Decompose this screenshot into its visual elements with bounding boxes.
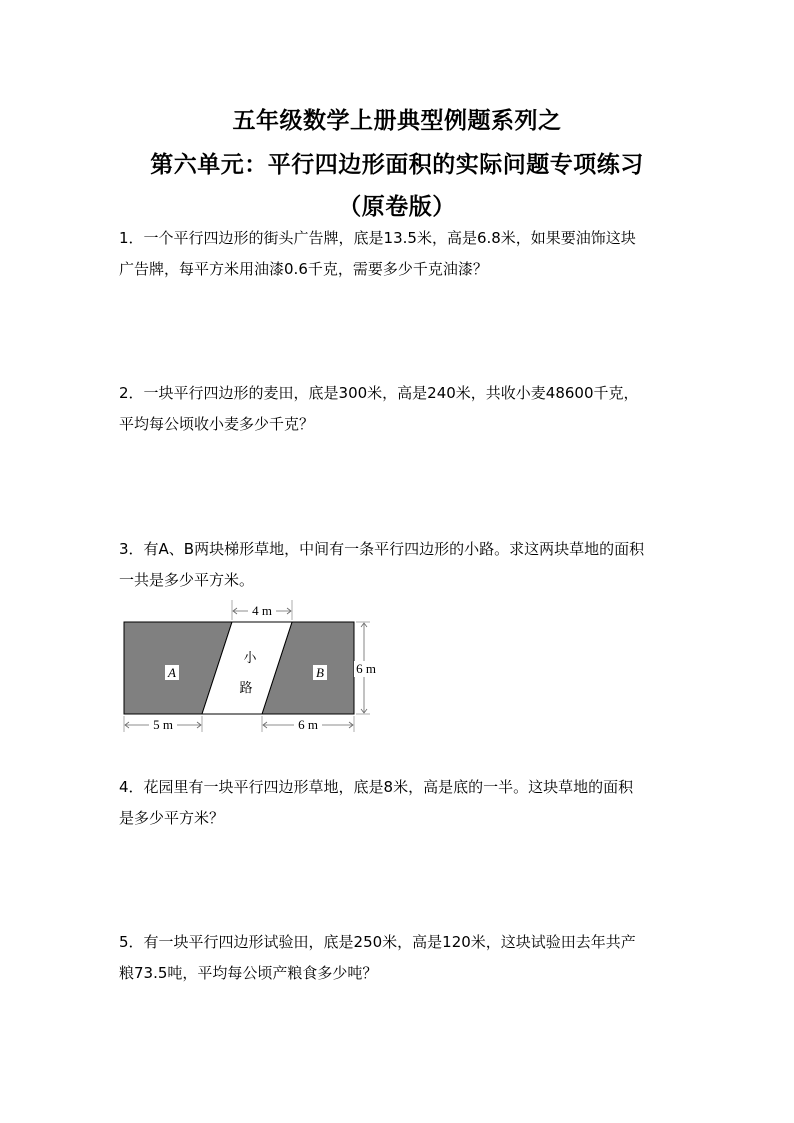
bottom-right-dimension-label: 6 m [298,717,318,732]
question-2-line-1: 2．一块平行四边形的麦田，底是300米，高是240米，共收小麦48600千克， [119,384,639,402]
question-5-line-2: 粮73.5吨，平均每公顷产粮食多少吨？ [119,964,378,982]
bottom-left-dimension-label: 5 m [153,717,173,732]
lawn-a-label: A [168,665,176,680]
question-1-line-2: 广告牌，每平方米用油漆0.6千克，需要多少千克油漆？ [119,260,488,278]
question-2 [119,378,689,440]
title-line-1: 五年级数学上册典型例题系列之 [232,108,562,134]
path-label-char-2: 路 [239,681,253,696]
lawn-b-label: B [316,665,324,680]
trapezoid-lawn-figure [112,598,387,738]
question-3 [119,534,689,596]
title-line-2: 第六单元：平行四边形面积的实际问题专项练习 [150,152,644,178]
top-dimension-label: 4 m [252,603,272,618]
question-3-line-1: 3．有A、B两块梯形草地，中间有一条平行四边形的小路。求这两块草地的面积 [119,540,645,558]
path-label-char-1: 小 [243,651,257,666]
question-1-line-1: 1．一个平行四边形的街头广告牌，底是13.5米，高是6.8米，如果要油饰这块 [119,229,636,247]
right-dimension-label: 6 m [356,661,376,676]
question-1 [119,223,689,285]
question-5-line-1: 5．有一块平行四边形试验田，底是250米，高是120米，这块试验田去年共产 [119,933,636,951]
question-2-line-2: 平均每公顷收小麦多少千克？ [119,415,315,433]
question-3-line-2: 一共是多少平方米。 [119,571,255,589]
question-5 [119,927,689,989]
question-4-line-2: 是多少平方米？ [119,809,225,827]
question-4-line-1: 4．花园里有一块平行四边形草地，底是8米，高是底的一半。这块草地的面积 [119,778,634,796]
question-4 [119,772,689,834]
title-line-3: （原卷版） [338,194,456,220]
